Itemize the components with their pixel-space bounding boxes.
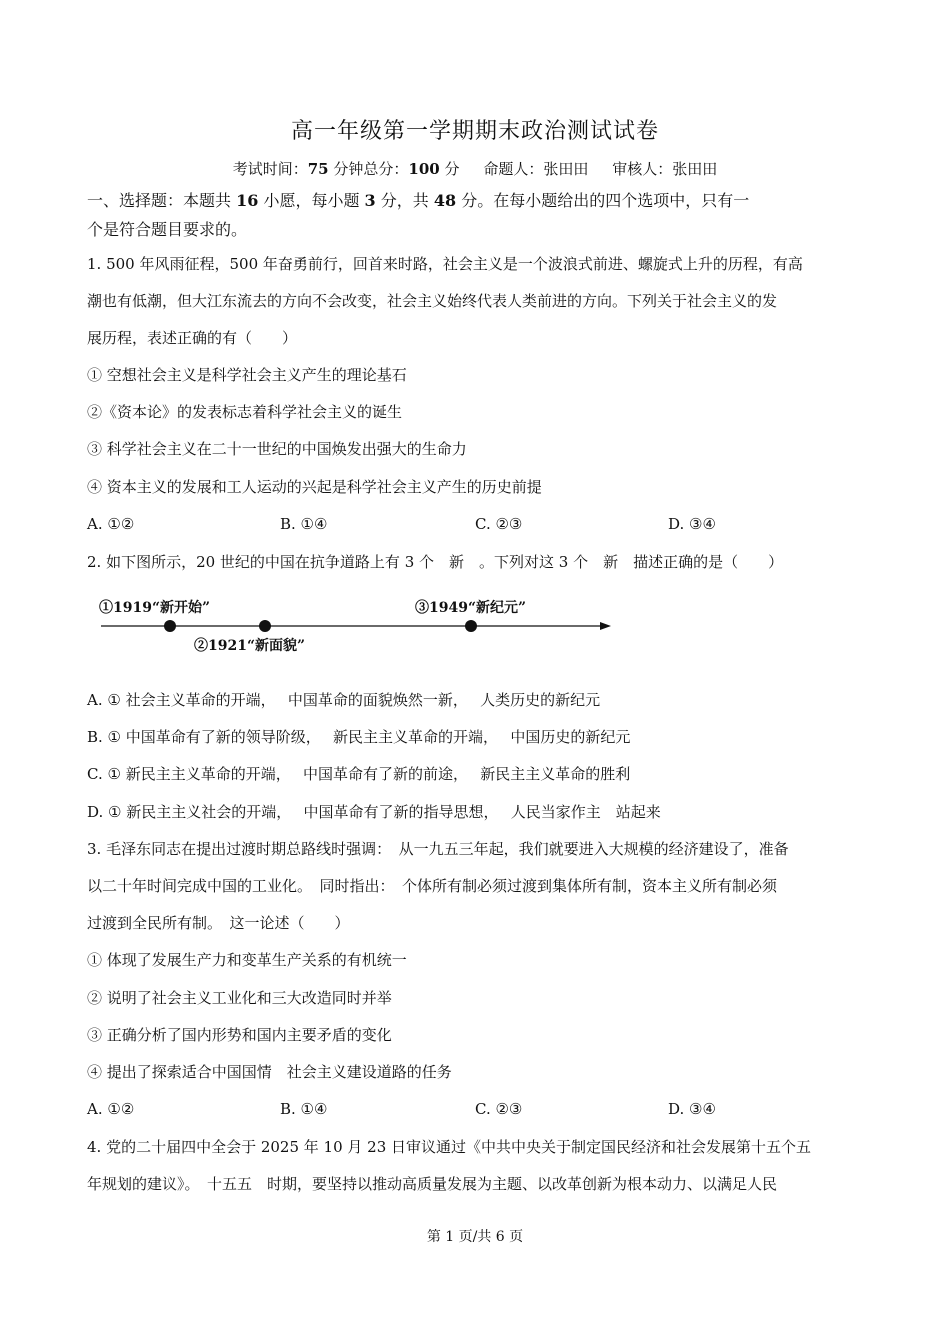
time-unit: 分钟总分： [333,160,409,178]
section-heading-2: 个是符合题目要求的。 [87,220,248,239]
section-text-c: 分，共 [375,191,434,210]
q1-option-b: B. ①④ [280,515,328,533]
timeline-point-1921 [259,620,271,632]
exam-info [0,158,950,179]
score-unit: 分 [444,160,460,178]
q3-item-3: ③ 正确分析了国内形势和国内主要矛盾的变化 [87,1026,392,1044]
timeline-label-1919: ①1919“新开始” [99,600,211,616]
timeline-label-1921: ②1921“新面貌” [194,638,306,654]
q3-item-4: ④ 提出了探索适合中国国情 社会主义建设道路的任务 [87,1063,452,1081]
page-footer: 第 1 页/共 6 页 [426,1229,524,1245]
q3-stem-3: 过渡到全民所有制。 这一论述（ ） [87,914,350,932]
timeline-point-1949 [465,620,477,632]
question-count: 16 [236,191,259,210]
q1-item-3: ③ 科学社会主义在二十一世纪的中国焕发出强大的生命力 [87,440,467,458]
author: 命题人：张田田 [483,160,589,178]
time-value: 75 [307,160,329,178]
score-value: 100 [408,160,440,178]
points-total: 48 [433,191,457,210]
q4-stem-2: 年规划的建议》。 十五五 时期，要坚持以推动高质量发展为主题、以改革创新为根本动力、以满足人民 [87,1175,778,1193]
q2-option-a: A. ① 社会主义革命的开端， 中国革命的面貌焕然一新， 人类历史的新纪元 [87,691,601,709]
q1-item-2: ②《资本论》的发表标志着科学社会主义的诞生 [87,403,403,421]
q3-item-2: ② 说明了社会主义工业化和三大改造同时并举 [87,989,392,1007]
timeline-arrow-icon [600,622,611,630]
q2-option-d: D. ① 新民主主义社会的开端， 中国革命有了新的指导思想， 人民当家作主 站起来 [87,803,661,821]
page-title: 高一年级第一学期期末政治测试试卷 [290,119,659,144]
q1-stem-3: 展历程，表述正确的有（ ） [87,329,298,347]
q2-option-c: C. ① 新民主主义革命的开端， 中国革命有了新的前途， 新民主主义革命的胜利 [87,765,631,783]
reviewer: 审核人：张田田 [612,160,718,178]
q3-option-b: B. ①④ [280,1100,328,1118]
q1-option-d: D. ③④ [668,515,716,533]
q3-stem-1: 3. 毛泽东同志在提出过渡时期总路线时强调： 从一九五三年起，我们就要进入大规模的经济建设了，准备 [87,840,789,858]
section-text-d: 分。在每小题给出的四个选项中，只有一 [456,191,750,210]
timeline-label-1949: ③1949“新纪元” [415,600,527,616]
q3-stem-2: 以二十年时间完成中国的工业化。 同时指出： 个体所有制必须过渡到集体所有制，资本主义所有制必须 [87,877,778,895]
timeline-figure [95,592,625,662]
section-heading [87,191,890,211]
points-per: 3 [364,191,376,210]
q3-option-d: D. ③④ [668,1100,716,1118]
q1-option-a: A. ①② [87,515,135,533]
q4-stem-1: 4. 党的二十届四中全会于 2025 年 10 月 23 日审议通过《中共中央关于制定国民经济和社会发展第十五个五 [87,1138,812,1156]
q1-item-4: ④ 资本主义的发展和工人运动的兴起是科学社会主义产生的历史前提 [87,478,542,496]
q1-item-1: ① 空想社会主义是科学社会主义产生的理论基石 [87,366,407,384]
section-text-a: 一、选择题：本题共 [87,191,237,210]
q1-stem-1: 1. 500 年风雨征程，500 年奋勇前行，回首来时路，社会主义是一个波浪式前进、螺旋式上升的历程，有高 [87,255,803,273]
time-label: 考试时间： [232,160,308,178]
q2-stem: 2. 如下图所示，20 世纪的中国在抗争道路上有 3 个 新 。下列对这 3 个 新 描述正确的是（ ） [87,553,784,571]
q2-option-b: B. ① 中国革命有了新的领导阶级， 新民主主义革命的开端， 中国历史的新纪元 [87,728,631,746]
q3-item-1: ① 体现了发展生产力和变革生产关系的有机统一 [87,951,407,969]
timeline-point-1919 [164,620,176,632]
q3-option-a: A. ①② [87,1100,135,1118]
q3-option-c: C. ②③ [475,1100,523,1118]
timeline-svg [95,592,625,662]
q1-option-c: C. ②③ [475,515,523,533]
q1-stem-2: 潮也有低潮，但大江东流去的方向不会改变，社会主义始终代表人类前进的方向。下列关于社会主义的发 [87,292,778,310]
section-text-b: 小愿，每小题 [258,191,365,210]
